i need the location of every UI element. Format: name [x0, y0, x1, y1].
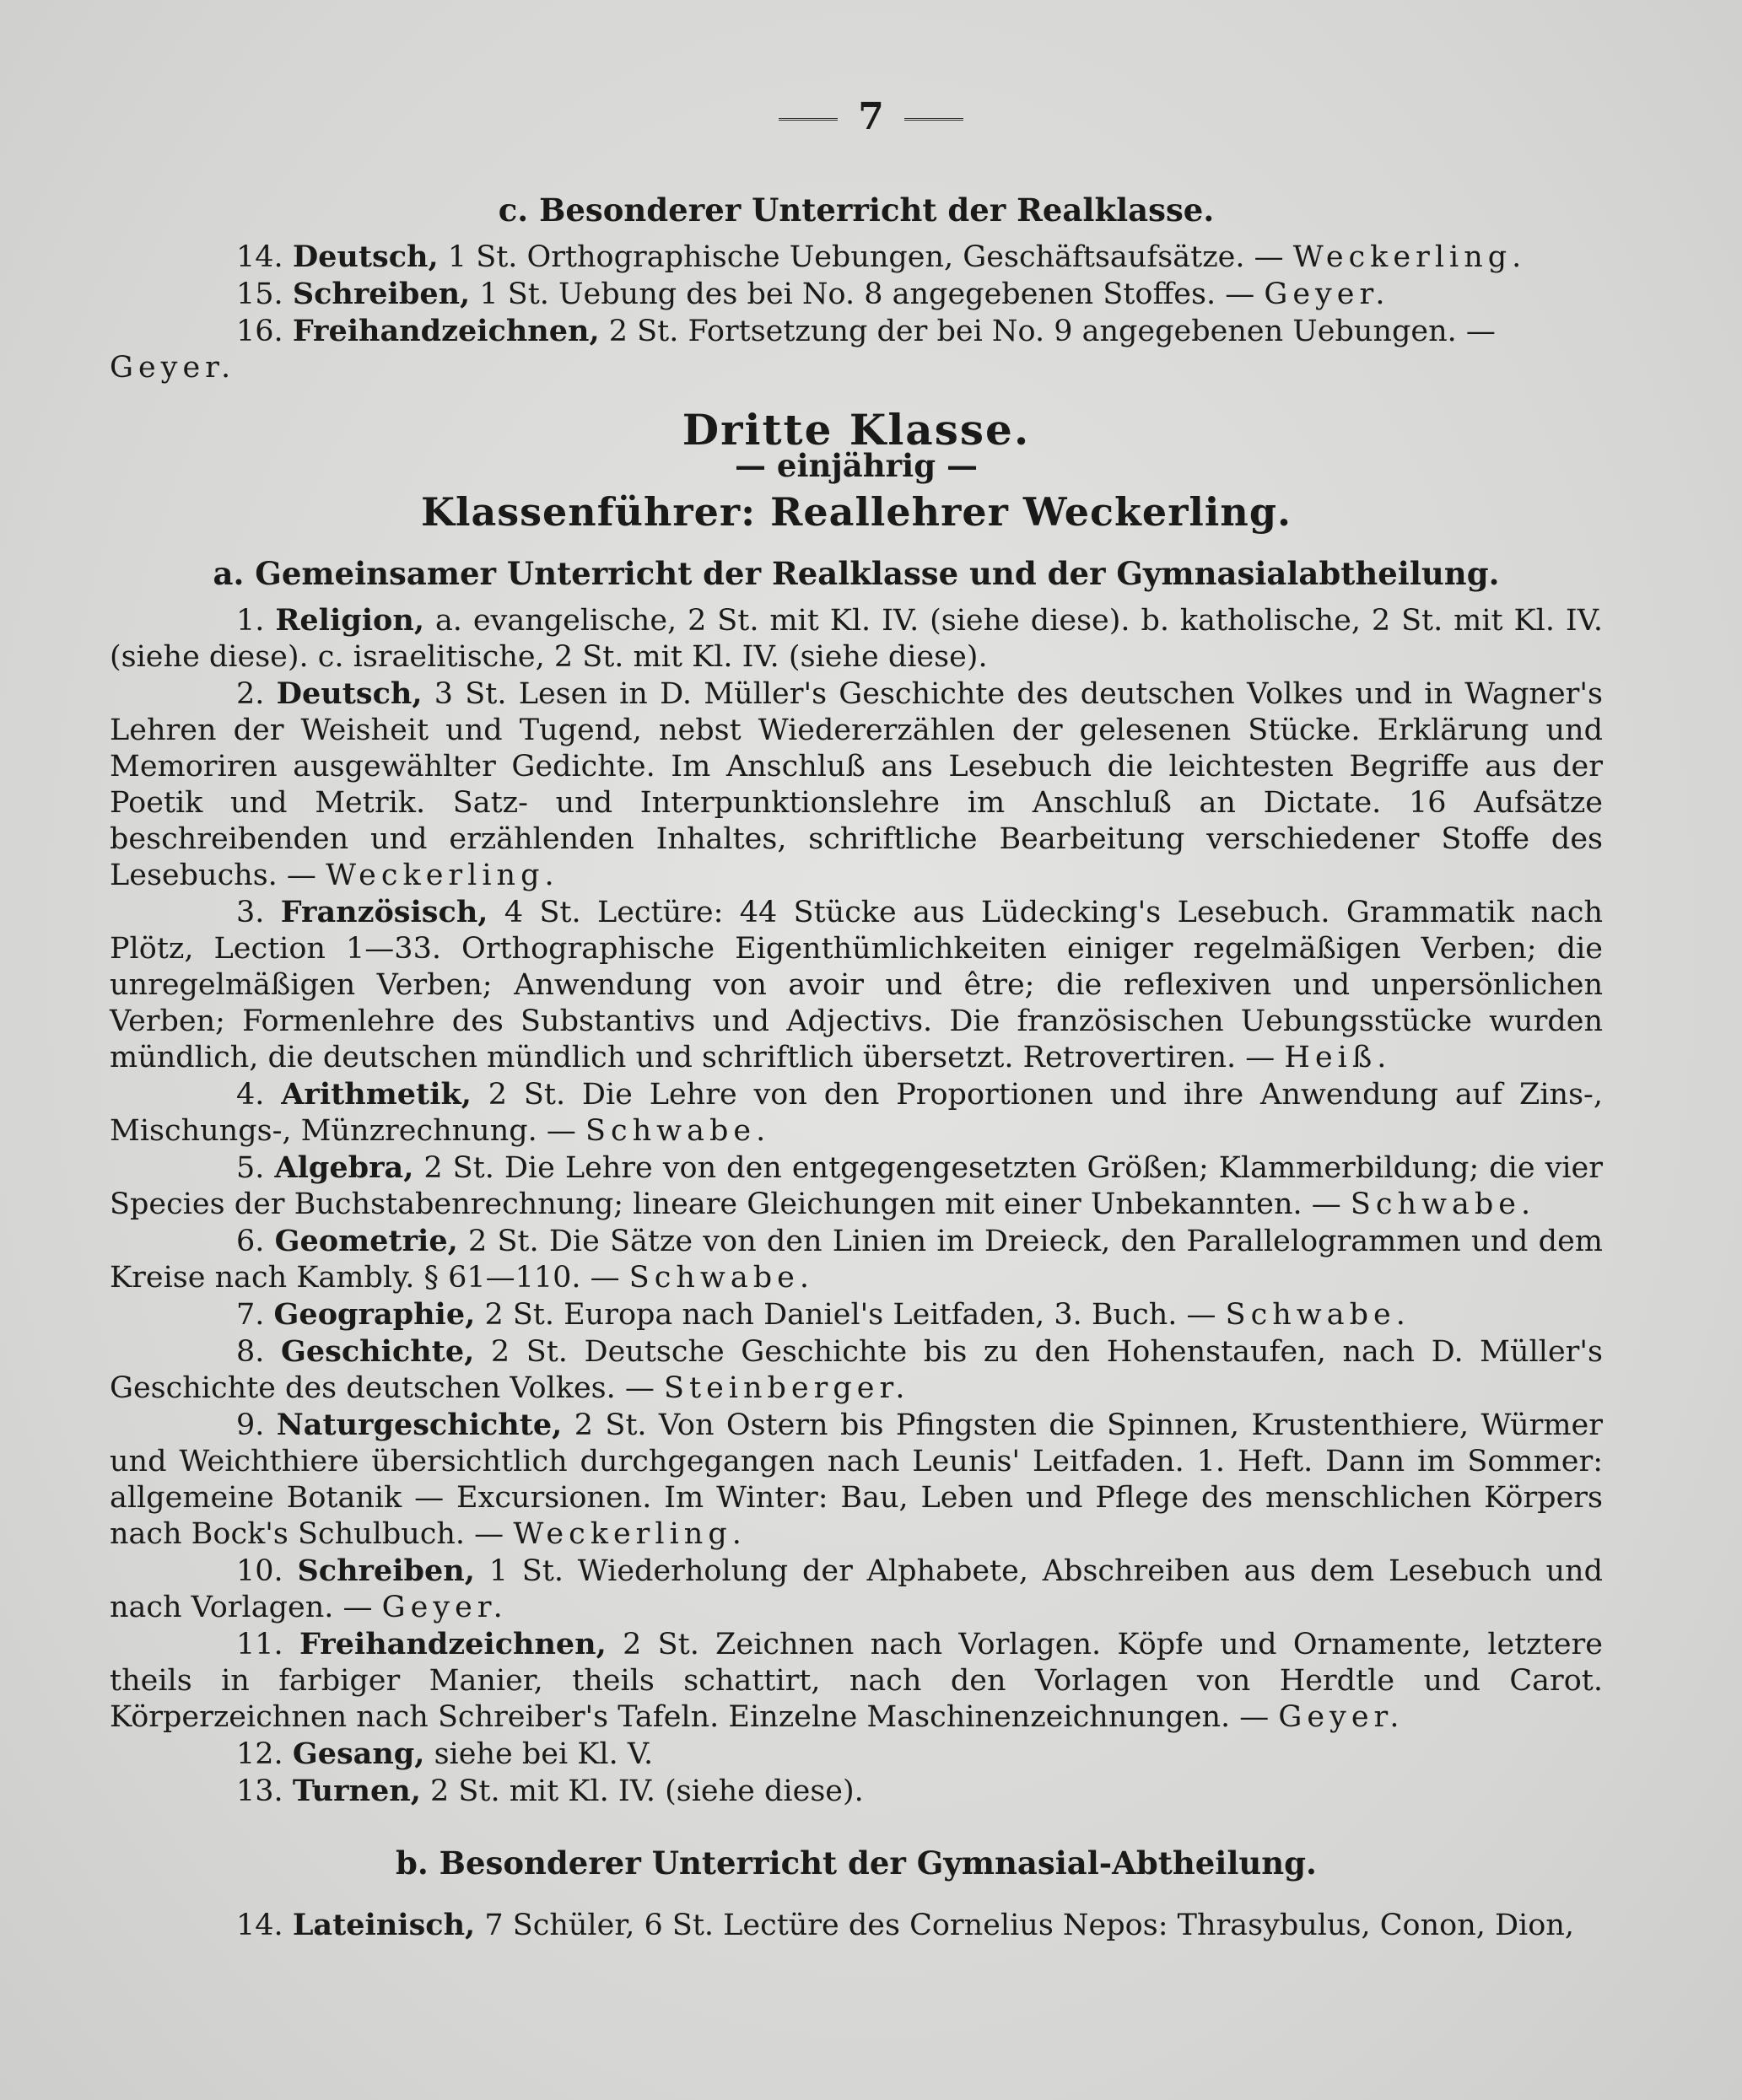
section-c-list	[110, 239, 1603, 386]
class-duration: — einjährig —	[735, 447, 978, 484]
section-a-heading: a. Gemeinsamer Unterricht der Realklasse und der Gymnasialabtheilung.	[213, 555, 1500, 592]
section-a-list	[110, 602, 1603, 1810]
list-item: 2. Deutsch, 3 St. Lesen in D. Müller's Geschichte des deutschen Volkes und in Wagner's Lehren der Weisheit und Tugend, nebst Wiedererzählen der gelesenen Stücke. Erklärung und Memoriren ausgewählter Gedichte. Im Anschluß ans Lesebuch die leichtesten Begriffe aus der Poetik und Metrik. Satz- und Interpunktionslehre im Anschluß an Dictate. 16 Aufsätze beschreibenden und erzählenden Inhaltes, schriftliche Bearbeitung verschiedener Stoffe des Lesebuchs. — Weckerling.	[110, 676, 1603, 892]
list-item: 14. Deutsch, 1 St. Orthographische Uebungen, Geschäftsaufsätze. — Weckerling.	[236, 240, 1527, 274]
ornament-left-icon	[779, 118, 838, 121]
list-item: 4. Arithmetik, 2 St. Die Lehre von den Proportionen und ihre Anwendung auf Zins-, Mischungs-, Münzrechnung. — Schwabe.	[110, 1077, 1603, 1148]
list-item: 8. Geschichte, 2 St. Deutsche Geschichte bis zu den Hohenstaufen, nach D. Müller's Geschichte des deutschen Volkes. — Steinberger.	[110, 1334, 1603, 1405]
list-item: 1. Religion, a. evangelische, 2 St. mit Kl. IV. (siehe diese). b. katholische, 2 St. mit Kl. IV. (siehe diese). c. israelitische, 2 St. mit Kl. IV. (siehe diese).	[110, 603, 1603, 674]
page-number: 7	[858, 95, 884, 138]
list-item: 14. Lateinisch, 7 Schüler, 6 St. Lectüre des Cornelius Nepos: Thrasybulus, Conon, Dion,	[236, 1908, 1574, 1942]
section-b-list	[110, 1907, 1603, 1944]
class-leader: Klassenführer: Reallehrer Weckerling.	[420, 489, 1292, 535]
list-item: 11. Freihandzeichnen, 2 St. Zeichnen nach Vorlagen. Köpfe und Ornamente, letztere theils in farbiger Manier, theils schattirt, nach den Vorlagen von Herdtle und Carot. Körperzeichnen nach Schreiber's Tafeln. Einzelne Maschinenzeichnungen. — Geyer.	[110, 1627, 1603, 1734]
section-c-heading: c. Besonderer Unterricht der Realklasse.	[498, 191, 1215, 229]
list-item: 5. Algebra, 2 St. Die Lehre von den entgegengesetzten Größen; Klammerbildung; die vier Species der Buchstabenrechnung; lineare Gleichungen mit einer Unbekannten. — Schwabe.	[110, 1150, 1603, 1221]
list-item: 13. Turnen, 2 St. mit Kl. IV. (siehe diese).	[236, 1774, 864, 1808]
page-header	[0, 95, 1742, 138]
list-item: 6. Geometrie, 2 St. Die Sätze von den Linien im Dreieck, den Parallelogrammen und dem Kreise nach Kambly. § 61—110. — Schwabe.	[110, 1224, 1603, 1295]
list-item: 10. Schreiben, 1 St. Wiederholung der Alphabete, Abschreiben aus dem Lesebuch und nach Vorlagen. — Geyer.	[110, 1553, 1603, 1624]
section-b-heading: b. Besonderer Unterricht der Gymnasial-Abtheilung.	[396, 1844, 1317, 1882]
list-item: 12. Gesang, siehe bei Kl. V.	[236, 1737, 654, 1771]
text-body	[110, 192, 1603, 1944]
list-item: 16. Freihandzeichnen, 2 St. Fortsetzung der bei No. 9 angegebenen Uebungen. — Geyer.	[110, 314, 1496, 385]
class-title: Dritte Klasse.	[682, 405, 1031, 455]
list-item: 9. Naturgeschichte, 2 St. Von Ostern bis Pfingsten die Spinnen, Krustenthiere, Würmer und Weichthiere übersichtlich durchgegangen nach Leunis' Leitfaden. 1. Heft. Dann im Sommer: allgemeine Botanik — Excursionen. Im Winter: Bau, Leben und Pflege des menschlichen Körpers nach Bock's Schulbuch. — Weckerling.	[110, 1408, 1603, 1551]
list-item: 3. Französisch, 4 St. Lectüre: 44 Stücke aus Lüdecking's Lesebuch. Grammatik nach Plötz, Lection 1—33. Orthographische Eigenthümlichkeiten einiger regelmäßigen Verben; die unregelmäßigen Verben; Anwendung von avoir und être; die reflexiven und unpersönlichen Verben; Formenlehre des Substantivs und Adjectivs. Die französischen Uebungsstücke wurden mündlich, die deutschen mündlich und schriftlich übersetzt. Retrovertiren. — Heiß.	[110, 895, 1603, 1074]
list-item: 15. Schreiben, 1 St. Uebung des bei No. 8 angegebenen Stoffes. — Geyer.	[236, 277, 1390, 311]
ornament-right-icon	[904, 118, 963, 121]
list-item: 7. Geographie, 2 St. Europa nach Daniel's Leitfaden, 3. Buch. — Schwabe.	[236, 1297, 1410, 1332]
